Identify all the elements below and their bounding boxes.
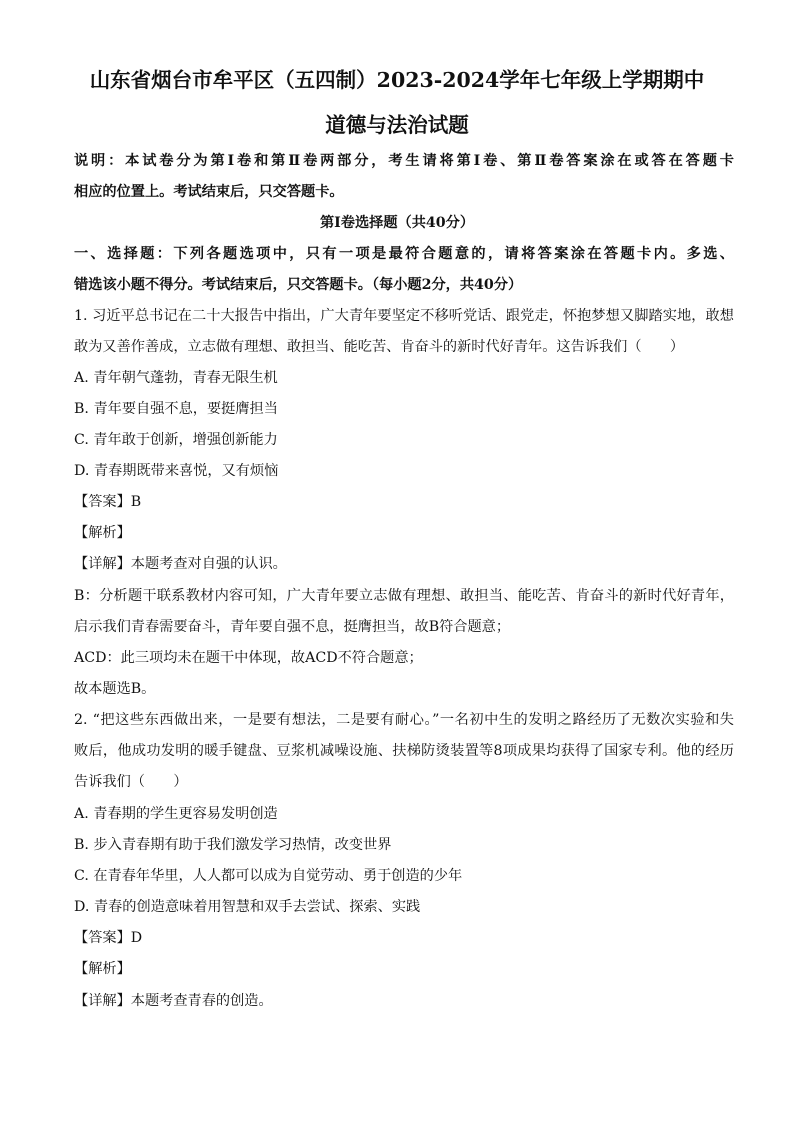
- instruction-line-2: 错选该小题不得分。考试结束后，只交答题卡。（每小题2分，共40分）: [74, 277, 523, 293]
- q2-option-a: A. 青春期的学生更容易发明创造: [74, 806, 278, 822]
- q1-answer: 【答案】B: [74, 494, 142, 510]
- q1-detail: 【详解】本题考查对自强的认识。: [74, 556, 287, 572]
- q2-option-c: C. 在青春年华里，人人都可以成为自觉劳动、勇于创造的少年: [74, 868, 463, 884]
- q2-option-d: D. 青春的创造意味着用智慧和双手去尝试、探索、实践: [74, 899, 421, 915]
- q1-option-d: D. 青春期既带来喜悦，又有烦恼: [74, 463, 279, 479]
- q2-option-b: B. 步入青春期有助于我们激发学习热情，改变世界: [74, 837, 392, 853]
- exam-title: 山东省烟台市牟平区（五四制）2023-2024学年七年级上学期期中: [89, 68, 705, 92]
- q1-explain-line-2: 启示我们青春需要奋斗，青年要自强不息，挺膺担当，故B符合题意；: [74, 619, 511, 635]
- q2-answer: 【答案】D: [74, 930, 143, 946]
- notice-line-2: 相应的位置上。考试结束后，只交答题卡。: [74, 184, 344, 200]
- q2-detail: 【详解】本题考查青春的创造。: [74, 993, 273, 1009]
- q1-stem-line-2: 敢为又善作善成，立志做有理想、敢担当、能吃苦、肯奋斗的新时代好青年。这告诉我们（ ）: [74, 339, 685, 355]
- q2-stem-line-2: 败后，他成功发明的暖手键盘、豆浆机减噪设施、扶梯防烫装置等8项成果均获得了国家专利。他的经历: [74, 743, 734, 759]
- q1-option-b: B. 青年要自强不息，要挺膺担当: [74, 401, 278, 417]
- q2-stem-line-3: 告诉我们（ ）: [74, 774, 188, 790]
- instruction-line-1: 一、选择题：下列各题选项中，只有一项是最符合题意的，请将答案涂在答题卡内。多选、: [74, 246, 734, 262]
- q1-conclusion: 故本题选B。: [74, 681, 156, 697]
- q1-explain-line-1: B：分析题干联系教材内容可知，广大青年要立志做有理想、敢担当、能吃苦、肯奋斗的新时代好青年，: [74, 588, 734, 604]
- q1-option-a: A. 青年朝气蓬勃，青春无限生机: [74, 370, 278, 386]
- q1-stem-line-1: 1. 习近平总书记在二十大报告中指出，广大青年要坚定不移听党话、跟党走，怀抱梦想又脚踏实地，敢想: [74, 308, 734, 324]
- q1-analysis-label: 【解析】: [74, 525, 131, 541]
- exam-subtitle: 道德与法治试题: [325, 113, 469, 137]
- q1-explain-line-3: ACD：此三项均未在题干中体现，故ACD不符合题意；: [74, 650, 423, 666]
- notice-line-1: 说明：本试卷分为第Ⅰ卷和第Ⅱ卷两部分，考生请将第Ⅰ卷、第Ⅱ卷答案涂在或答在答题卡: [74, 153, 734, 169]
- q1-option-c: C. 青年敢于创新，增强创新能力: [74, 432, 278, 448]
- section-title: 第Ⅰ卷选择题（共40分）: [319, 215, 475, 231]
- q2-analysis-label: 【解析】: [74, 961, 131, 977]
- q2-stem-line-1: 2. “把这些东西做出来，一是要有想法，二是要有耐心。”一名初中生的发明之路经历了无数次实验和失: [74, 712, 734, 728]
